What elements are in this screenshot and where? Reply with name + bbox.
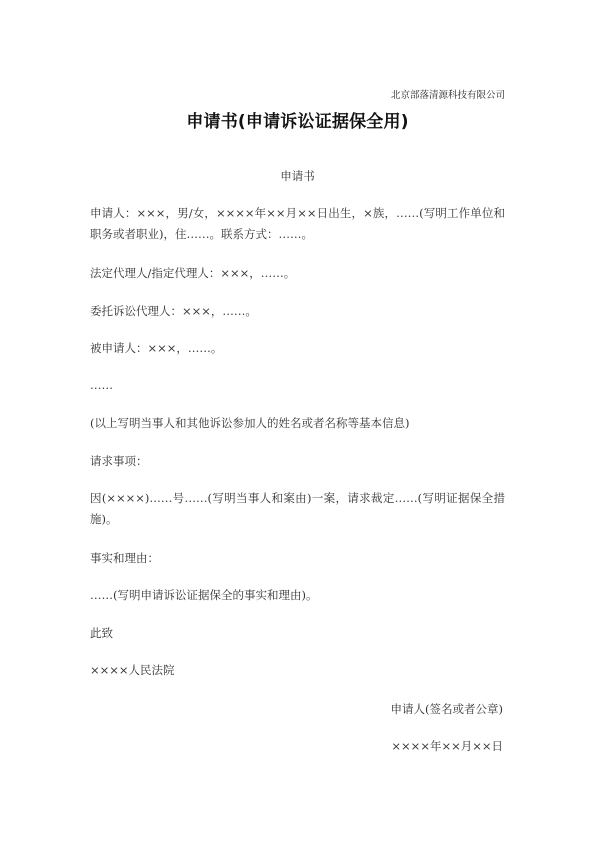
signature-line: 申请人(签名或者公章) (390, 702, 503, 716)
company-name: 北京部落清源科技有限公司 (390, 90, 505, 101)
salutation: 此致 (90, 626, 113, 640)
request-items-paragraph: 因(××××)……号……(写明当事人和案由)一案，请求裁定……(写明证据保全措施)。 (90, 491, 505, 526)
ellipsis-paragraph: …… (90, 378, 113, 392)
document-title: 申请书(申请诉讼证据保全用) (186, 112, 409, 132)
facts-reasons-heading: 事实和理由： (90, 551, 159, 565)
respondent-paragraph: 被申请人：×××，……。 (90, 341, 223, 355)
request-items-heading: 请求事项： (90, 454, 148, 468)
entrusted-agent-paragraph: 委托诉讼代理人：×××，……。 (90, 304, 257, 318)
court-name: ××××人民法院 (90, 663, 175, 677)
applicant-paragraph: 申请人：×××，男/女，××××年××月××日出生，×族，……(写明工作单位和职务或者职业)，住……。联系方式：……。 (90, 206, 505, 241)
basic-info-note: (以上写明当事人和其他诉讼参加人的姓名或者名称等基本信息) (90, 416, 410, 430)
document-subtitle: 申请书 (280, 169, 315, 183)
date-line: ××××年××月××日 (391, 739, 503, 753)
legal-representative-paragraph: 法定代理人/指定代理人：×××，……。 (90, 266, 296, 280)
facts-reasons-paragraph: ……(写明申请诉讼证据保全的事实和理由)。 (90, 588, 318, 602)
